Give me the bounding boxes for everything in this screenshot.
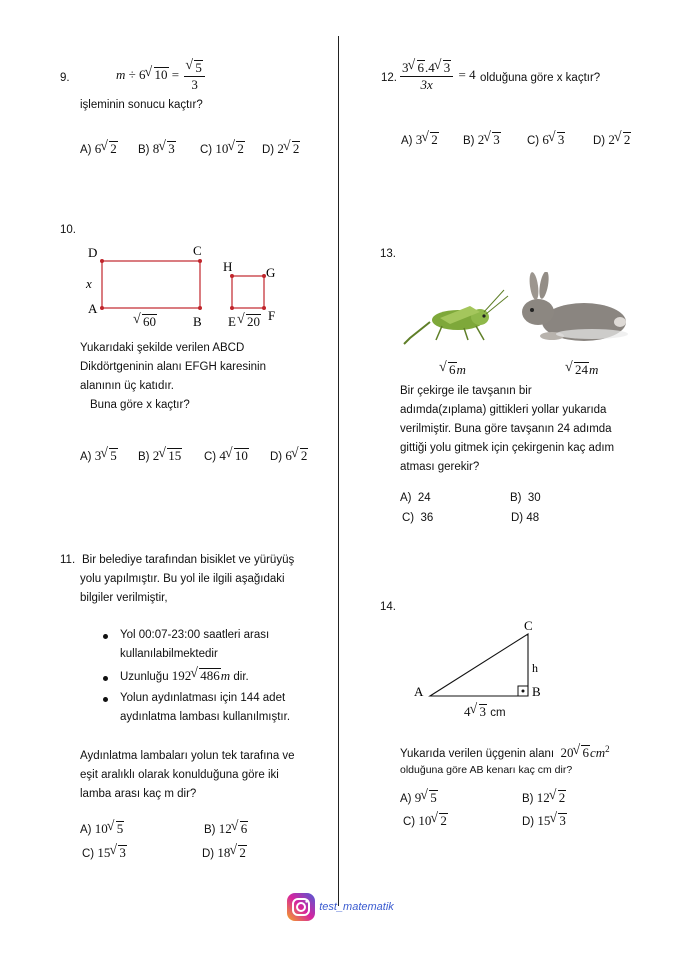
text-line: bilgiler verilmiştir, — [80, 592, 168, 604]
ab-length: √ 60 — [134, 314, 157, 330]
option-a[interactable]: A) 9√ 5 — [400, 790, 438, 806]
option-a[interactable]: A) 3√ 5 — [80, 448, 118, 464]
option-b[interactable]: B) 30 — [510, 492, 541, 504]
option-d[interactable]: D) 6√ 2 — [270, 448, 308, 464]
label-e: E — [228, 314, 236, 329]
question-text: olduğuna göre x kaçtır? — [480, 72, 601, 84]
bullet-text: Yolun aydınlatması için 144 adet — [120, 692, 286, 704]
question-number: 11. — [60, 554, 76, 566]
text-line: adımda(zıplama) gittikleri yollar yukarıda — [400, 404, 607, 416]
text-line: Dikdörtgeninin alanı EFGH karesinin — [80, 361, 267, 373]
option-c[interactable]: C) 10√ 2 — [403, 813, 448, 829]
column-divider — [338, 36, 339, 906]
text-line: Aydınlatma lambaları yolun tek tarafına ve — [80, 750, 295, 762]
option-d[interactable]: D) 18√ 2 — [202, 845, 247, 861]
instagram-icon[interactable] — [286, 892, 316, 922]
text-line: yolu yapılmıştır. Bu yol ile ilgili aşağıdaki — [80, 573, 285, 585]
bullet-icon — [103, 697, 108, 702]
text-line: Bir belediye tarafından bisiklet ve yürüyüş — [82, 554, 295, 566]
label-b: B — [532, 684, 541, 699]
bullet-icon — [103, 676, 108, 681]
text-line: verilmiştir. Buna göre tavşanın 24 adımda — [400, 423, 612, 435]
text-line: gittiği yolu gitmek için çekirgenin kaç adım — [400, 442, 615, 454]
option-d[interactable]: D) 2√ 2 — [262, 141, 300, 157]
grasshopper-icon — [400, 288, 510, 348]
footer-handle[interactable]: test_matematik — [319, 901, 394, 913]
label-f: F — [268, 308, 276, 323]
option-a[interactable]: A) 3√ 2 — [401, 132, 439, 148]
equation: $\frac{3√ 6.4√ 3}{3x}$ = 4 — [398, 60, 476, 92]
option-d[interactable]: D) 15√ 3 — [522, 813, 567, 829]
text-line: eşit aralıklı olarak konulduğuna göre iki — [80, 769, 279, 781]
question-number: 14. — [380, 601, 396, 613]
label-a: A — [88, 301, 98, 316]
bullet-text: Yol 00:07-23:00 saatleri arası — [120, 629, 270, 641]
option-d[interactable]: D) 2√ 2 — [593, 132, 631, 148]
option-b[interactable]: B) 12√ 6 — [204, 821, 248, 837]
question-number: 10. — [60, 224, 76, 236]
option-a[interactable]: A) 6√ 2 — [80, 141, 118, 157]
option-c[interactable]: C) 6√ 3 — [527, 132, 565, 148]
bullet-text: aydınlatma lambası kullanılmıştır. — [120, 711, 291, 723]
ab-length: 4√ 3 cm — [464, 704, 506, 720]
option-b[interactable]: B) 2√ 3 — [463, 132, 501, 148]
option-d[interactable]: D) 48 — [511, 512, 540, 524]
question-number: 12. — [381, 72, 397, 84]
bullet-text: Uzunluğu 192√ 486m dir. — [120, 668, 249, 684]
label-d: D — [88, 245, 98, 260]
text-line: Yukarıdaki şekilde verilen ABCD — [80, 342, 245, 354]
equation: m ÷ 6√ 10 = √ $\frac{5}{3}$ — [116, 60, 207, 92]
bullet-text: kullanılabilmektedir — [120, 648, 218, 660]
text-line: olduğuna göre AB kenarı kaç cm dir? — [400, 764, 573, 776]
rabbit-step: √ 24m — [566, 362, 598, 378]
question-number: 9. — [60, 72, 70, 84]
option-b[interactable]: B) 8√ 3 — [138, 141, 176, 157]
label-h: H — [223, 259, 233, 274]
option-c[interactable]: C) 4√ 10 — [204, 448, 249, 464]
label-b: B — [193, 314, 202, 329]
text-line: Bir çekirge ile tavşanın bir — [400, 385, 532, 397]
rabbit-icon — [512, 272, 642, 347]
option-b[interactable]: B) 2√ 15 — [138, 448, 182, 464]
label-c: C — [193, 243, 202, 258]
question-text: işleminin sonucu kaçtır? — [80, 99, 203, 111]
option-a[interactable]: A) 24 — [400, 492, 431, 504]
option-c[interactable]: C) 15√ 3 — [82, 845, 127, 861]
label-g: G — [266, 265, 276, 280]
label-a: A — [414, 684, 424, 699]
text-line: alanının üç katıdır. — [80, 380, 174, 392]
text-line: lamba arası kaç m dir? — [80, 788, 197, 800]
question-text: Yukarıda verilen üçgenin alanı 20√ $6cm^2$ — [400, 744, 610, 761]
question-number: 13. — [380, 248, 396, 260]
bullet-icon — [103, 634, 108, 639]
grasshopper-step: √ 6m — [440, 362, 466, 378]
label-c: C — [524, 618, 533, 633]
option-b[interactable]: B) 12√ 2 — [522, 790, 566, 806]
label-x: x — [86, 276, 92, 291]
text-line: Buna göre x kaçtır? — [90, 399, 190, 411]
option-a[interactable]: A) 10√ 5 — [80, 821, 124, 837]
ef-length: √ 20 — [238, 314, 261, 330]
footer — [286, 892, 394, 922]
option-c[interactable]: C) 36 — [402, 512, 434, 524]
option-c[interactable]: C) 10√ 2 — [200, 141, 245, 157]
text-line: atması gerekir? — [400, 461, 480, 473]
label-h: h — [532, 661, 538, 675]
